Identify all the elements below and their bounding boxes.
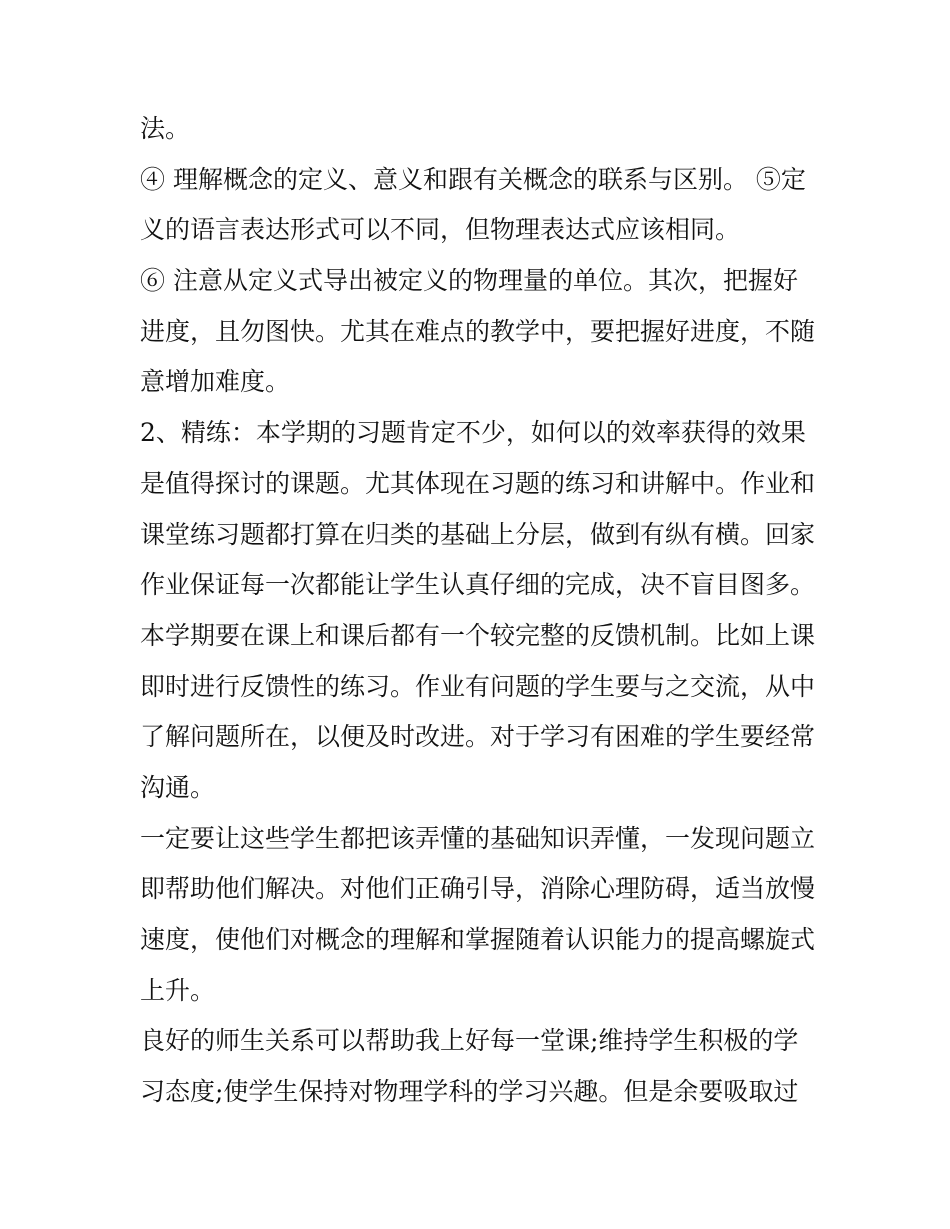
text-line: 义的语言表达形式可以不同，但物理表达式应该相同。 [140, 215, 741, 245]
text-line: 进度，且勿图快。尤其在难点的教学中，要把握好进度，不随 [140, 316, 816, 346]
text-line: 沟通。 [140, 772, 216, 802]
text-line: 即帮助他们解决。对他们正确引导，消除心理防碍，适当放慢 [140, 874, 816, 904]
text-line: 即时进行反馈性的练习。作业有问题的学生要与之交流，从中 [140, 671, 816, 701]
text-line: 课堂练习题都打算在归类的基础上分层，做到有纵有横。回家 [140, 519, 816, 549]
text-line: 是值得探讨的课题。尤其体现在习题的练习和讲解中。作业和 [140, 468, 816, 498]
text-line: 2、精练：本学期的习题肯定不少，如何以的效率获得的效果 [140, 418, 806, 448]
text-line: 一定要让这些学生都把该弄懂的基础知识弄懂，一发现问题立 [140, 823, 816, 853]
text-line: 上升。 [140, 975, 216, 1005]
text-line: 本学期要在课上和课后都有一个较完整的反馈机制。比如上课 [140, 620, 816, 650]
text-line: ⑥ 注意从定义式导出被定义的物理量的单位。其次，把握好 [140, 266, 798, 296]
text-line: 法。 [140, 114, 191, 143]
text-line: 习态度;使学生保持对物理学科的学习兴趣。但是余要吸取过 [140, 1077, 799, 1107]
text-line: ④ 理解概念的定义、意义和跟有关概念的联系与区别。 ⑤定 [140, 164, 806, 194]
text-line: 作业保证每一次都能让学生认真仔细的完成，决不盲目图多。 [140, 570, 816, 600]
text-line: 良好的师生关系可以帮助我上好每一堂课;维持学生积极的学 [140, 1026, 799, 1056]
text-line: 意增加难度。 [140, 367, 291, 397]
body-text [140, 104, 820, 1118]
text-line: 速度，使他们对概念的理解和掌握随着认识能力的提高螺旋式 [140, 925, 816, 954]
text-line: 了解问题所在，以便及时改进。对于学习有困难的学生要经常 [140, 722, 816, 752]
